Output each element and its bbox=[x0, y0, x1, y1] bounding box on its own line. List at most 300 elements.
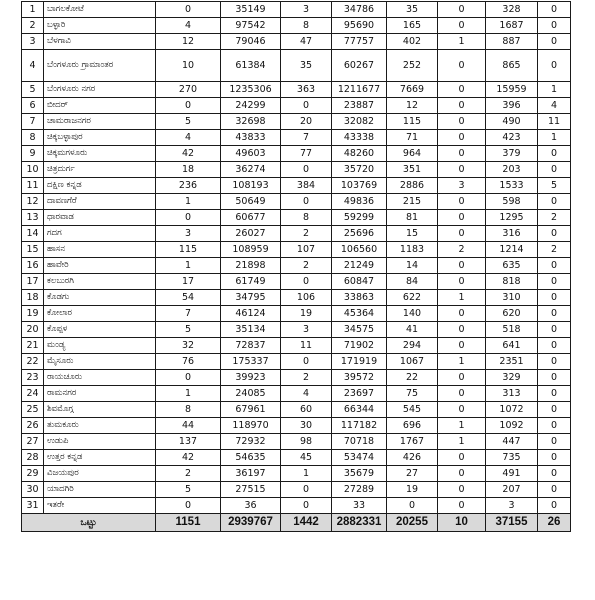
value-cell-c8: 0 bbox=[538, 322, 571, 338]
value-cell-c6: 0 bbox=[438, 338, 486, 354]
value-cell-c7: 1214 bbox=[486, 242, 538, 258]
value-cell-c1: 236 bbox=[156, 178, 221, 194]
district-name-cell: ಬೆಂಗಳೂರು ನಗರ bbox=[44, 82, 156, 98]
table-row bbox=[22, 402, 571, 418]
table-row bbox=[22, 146, 571, 162]
value-cell-c1: 8 bbox=[156, 402, 221, 418]
value-cell-c1: 1 bbox=[156, 258, 221, 274]
value-cell-c5: 19 bbox=[387, 482, 438, 498]
value-cell-c2: 97542 bbox=[221, 18, 281, 34]
value-cell-c7: 203 bbox=[486, 162, 538, 178]
value-cell-c1: 4 bbox=[156, 130, 221, 146]
value-cell-c4: 103769 bbox=[332, 178, 387, 194]
value-cell-c3: 30 bbox=[281, 418, 332, 434]
value-cell-c2: 26027 bbox=[221, 226, 281, 242]
value-cell-c6: 0 bbox=[438, 322, 486, 338]
district-name-cell: ಬೆಳಗಾವಿ bbox=[44, 34, 156, 50]
value-cell-c2: 39923 bbox=[221, 370, 281, 386]
value-cell-c2: 72837 bbox=[221, 338, 281, 354]
value-cell-c2: 21898 bbox=[221, 258, 281, 274]
table-row bbox=[22, 322, 571, 338]
table-row bbox=[22, 306, 571, 322]
table-row bbox=[22, 130, 571, 146]
value-cell-c1: 137 bbox=[156, 434, 221, 450]
value-cell-c7: 887 bbox=[486, 34, 538, 50]
value-cell-c7: 1687 bbox=[486, 18, 538, 34]
value-cell-c7: 1295 bbox=[486, 210, 538, 226]
district-name-cell: ಉತ್ತರ ಕನ್ನಡ bbox=[44, 450, 156, 466]
serial-number-cell: 17 bbox=[22, 274, 44, 290]
value-cell-c3: 1 bbox=[281, 466, 332, 482]
value-cell-c1: 54 bbox=[156, 290, 221, 306]
value-cell-c1: 5 bbox=[156, 482, 221, 498]
district-name-cell: ಹಾವೇರಿ bbox=[44, 258, 156, 274]
district-name-cell: ಶಿವಮೊಗ್ಗ bbox=[44, 402, 156, 418]
value-cell-c2: 34795 bbox=[221, 290, 281, 306]
table-row bbox=[22, 34, 571, 50]
table-row bbox=[22, 50, 571, 82]
value-cell-c5: 1067 bbox=[387, 354, 438, 370]
value-cell-c5: 545 bbox=[387, 402, 438, 418]
district-name-cell: ಹಾಸನ bbox=[44, 242, 156, 258]
value-cell-c6: 0 bbox=[438, 210, 486, 226]
district-name-cell: ಉಡುಪಿ bbox=[44, 434, 156, 450]
value-cell-c7: 329 bbox=[486, 370, 538, 386]
value-cell-c4: 35679 bbox=[332, 466, 387, 482]
value-cell-c8: 0 bbox=[538, 50, 571, 82]
value-cell-c2: 61749 bbox=[221, 274, 281, 290]
value-cell-c8: 11 bbox=[538, 114, 571, 130]
value-cell-c4: 49836 bbox=[332, 194, 387, 210]
total-col-5: 20255 bbox=[387, 514, 438, 532]
value-cell-c8: 0 bbox=[538, 450, 571, 466]
value-cell-c1: 10 bbox=[156, 50, 221, 82]
value-cell-c4: 23697 bbox=[332, 386, 387, 402]
value-cell-c2: 35149 bbox=[221, 2, 281, 18]
value-cell-c4: 33863 bbox=[332, 290, 387, 306]
value-cell-c2: 118970 bbox=[221, 418, 281, 434]
value-cell-c2: 50649 bbox=[221, 194, 281, 210]
total-col-7: 37155 bbox=[486, 514, 538, 532]
value-cell-c6: 2 bbox=[438, 242, 486, 258]
value-cell-c6: 1 bbox=[438, 290, 486, 306]
value-cell-c5: 140 bbox=[387, 306, 438, 322]
table-row bbox=[22, 418, 571, 434]
table-row bbox=[22, 354, 571, 370]
value-cell-c6: 0 bbox=[438, 450, 486, 466]
value-cell-c3: 0 bbox=[281, 194, 332, 210]
serial-number-cell: 9 bbox=[22, 146, 44, 162]
value-cell-c1: 0 bbox=[156, 498, 221, 514]
table-row bbox=[22, 290, 571, 306]
serial-number-cell: 1 bbox=[22, 2, 44, 18]
value-cell-c5: 35 bbox=[387, 2, 438, 18]
value-cell-c2: 60677 bbox=[221, 210, 281, 226]
value-cell-c7: 2351 bbox=[486, 354, 538, 370]
value-cell-c4: 45364 bbox=[332, 306, 387, 322]
serial-number-cell: 31 bbox=[22, 498, 44, 514]
serial-number-cell: 7 bbox=[22, 114, 44, 130]
value-cell-c8: 2 bbox=[538, 242, 571, 258]
serial-number-cell: 18 bbox=[22, 290, 44, 306]
value-cell-c3: 47 bbox=[281, 34, 332, 50]
value-cell-c6: 0 bbox=[438, 370, 486, 386]
total-col-1: 1151 bbox=[156, 514, 221, 532]
value-cell-c3: 98 bbox=[281, 434, 332, 450]
value-cell-c1: 12 bbox=[156, 34, 221, 50]
value-cell-c1: 5 bbox=[156, 114, 221, 130]
serial-number-cell: 14 bbox=[22, 226, 44, 242]
table-row bbox=[22, 18, 571, 34]
value-cell-c7: 328 bbox=[486, 2, 538, 18]
value-cell-c3: 0 bbox=[281, 274, 332, 290]
value-cell-c4: 34575 bbox=[332, 322, 387, 338]
value-cell-c4: 39572 bbox=[332, 370, 387, 386]
value-cell-c4: 59299 bbox=[332, 210, 387, 226]
total-col-4: 2882331 bbox=[332, 514, 387, 532]
serial-number-cell: 26 bbox=[22, 418, 44, 434]
value-cell-c3: 0 bbox=[281, 354, 332, 370]
value-cell-c3: 384 bbox=[281, 178, 332, 194]
value-cell-c4: 21249 bbox=[332, 258, 387, 274]
serial-number-cell: 16 bbox=[22, 258, 44, 274]
value-cell-c3: 0 bbox=[281, 482, 332, 498]
value-cell-c3: 11 bbox=[281, 338, 332, 354]
value-cell-c1: 5 bbox=[156, 322, 221, 338]
value-cell-c7: 818 bbox=[486, 274, 538, 290]
serial-number-cell: 29 bbox=[22, 466, 44, 482]
value-cell-c6: 0 bbox=[438, 82, 486, 98]
serial-number-cell: 13 bbox=[22, 210, 44, 226]
table-row bbox=[22, 450, 571, 466]
district-name-cell: ಕೊಡಗು bbox=[44, 290, 156, 306]
serial-number-cell: 22 bbox=[22, 354, 44, 370]
value-cell-c3: 0 bbox=[281, 162, 332, 178]
district-name-cell: ಚಿತ್ರದುರ್ಗ bbox=[44, 162, 156, 178]
value-cell-c4: 23887 bbox=[332, 98, 387, 114]
value-cell-c2: 1235306 bbox=[221, 82, 281, 98]
value-cell-c5: 622 bbox=[387, 290, 438, 306]
value-cell-c8: 0 bbox=[538, 402, 571, 418]
value-cell-c2: 108959 bbox=[221, 242, 281, 258]
value-cell-c1: 0 bbox=[156, 2, 221, 18]
value-cell-c3: 60 bbox=[281, 402, 332, 418]
table-row bbox=[22, 226, 571, 242]
table-row bbox=[22, 242, 571, 258]
value-cell-c3: 2 bbox=[281, 258, 332, 274]
value-cell-c3: 77 bbox=[281, 146, 332, 162]
value-cell-c5: 1767 bbox=[387, 434, 438, 450]
district-name-cell: ಬೀದರ್ bbox=[44, 98, 156, 114]
value-cell-c8: 0 bbox=[538, 338, 571, 354]
serial-number-cell: 21 bbox=[22, 338, 44, 354]
district-name-cell: ಯಾದಗಿರಿ bbox=[44, 482, 156, 498]
serial-number-cell: 23 bbox=[22, 370, 44, 386]
value-cell-c5: 12 bbox=[387, 98, 438, 114]
value-cell-c7: 865 bbox=[486, 50, 538, 82]
value-cell-c5: 115 bbox=[387, 114, 438, 130]
value-cell-c4: 48260 bbox=[332, 146, 387, 162]
district-name-cell: ಚಾಮರಾಜನಗರ bbox=[44, 114, 156, 130]
table-body bbox=[22, 2, 571, 514]
value-cell-c8: 0 bbox=[538, 274, 571, 290]
value-cell-c3: 0 bbox=[281, 498, 332, 514]
value-cell-c1: 0 bbox=[156, 370, 221, 386]
value-cell-c1: 7 bbox=[156, 306, 221, 322]
table-row bbox=[22, 338, 571, 354]
value-cell-c8: 0 bbox=[538, 434, 571, 450]
district-name-cell: ಕೊಪ್ಪಳ bbox=[44, 322, 156, 338]
value-cell-c3: 20 bbox=[281, 114, 332, 130]
value-cell-c2: 61384 bbox=[221, 50, 281, 82]
value-cell-c6: 0 bbox=[438, 258, 486, 274]
value-cell-c3: 8 bbox=[281, 18, 332, 34]
value-cell-c3: 8 bbox=[281, 210, 332, 226]
value-cell-c7: 1092 bbox=[486, 418, 538, 434]
value-cell-c5: 2886 bbox=[387, 178, 438, 194]
value-cell-c3: 3 bbox=[281, 322, 332, 338]
value-cell-c1: 17 bbox=[156, 274, 221, 290]
value-cell-c5: 964 bbox=[387, 146, 438, 162]
value-cell-c4: 117182 bbox=[332, 418, 387, 434]
value-cell-c3: 35 bbox=[281, 50, 332, 82]
value-cell-c8: 0 bbox=[538, 370, 571, 386]
district-name-cell: ಬಾಗಲಕೋಟೆ bbox=[44, 2, 156, 18]
value-cell-c5: 0 bbox=[387, 498, 438, 514]
serial-number-cell: 6 bbox=[22, 98, 44, 114]
value-cell-c8: 0 bbox=[538, 482, 571, 498]
value-cell-c7: 423 bbox=[486, 130, 538, 146]
table-row bbox=[22, 210, 571, 226]
value-cell-c6: 0 bbox=[438, 386, 486, 402]
value-cell-c6: 0 bbox=[438, 226, 486, 242]
value-cell-c4: 66344 bbox=[332, 402, 387, 418]
value-cell-c2: 46124 bbox=[221, 306, 281, 322]
value-cell-c4: 43338 bbox=[332, 130, 387, 146]
value-cell-c4: 35720 bbox=[332, 162, 387, 178]
value-cell-c1: 76 bbox=[156, 354, 221, 370]
value-cell-c7: 1533 bbox=[486, 178, 538, 194]
value-cell-c2: 35134 bbox=[221, 322, 281, 338]
serial-number-cell: 5 bbox=[22, 82, 44, 98]
serial-number-cell: 10 bbox=[22, 162, 44, 178]
value-cell-c5: 15 bbox=[387, 226, 438, 242]
value-cell-c7: 1072 bbox=[486, 402, 538, 418]
district-name-cell: ರಾಮನಗರ bbox=[44, 386, 156, 402]
value-cell-c5: 696 bbox=[387, 418, 438, 434]
serial-number-cell: 30 bbox=[22, 482, 44, 498]
value-cell-c7: 310 bbox=[486, 290, 538, 306]
value-cell-c3: 107 bbox=[281, 242, 332, 258]
value-cell-c1: 18 bbox=[156, 162, 221, 178]
value-cell-c6: 0 bbox=[438, 2, 486, 18]
value-cell-c8: 0 bbox=[538, 306, 571, 322]
table-row bbox=[22, 482, 571, 498]
value-cell-c3: 45 bbox=[281, 450, 332, 466]
table-row bbox=[22, 98, 571, 114]
value-cell-c4: 95690 bbox=[332, 18, 387, 34]
value-cell-c5: 252 bbox=[387, 50, 438, 82]
value-cell-c8: 0 bbox=[538, 194, 571, 210]
value-cell-c8: 0 bbox=[538, 354, 571, 370]
district-name-cell: ದಕ್ಷಿಣ ಕನ್ನಡ bbox=[44, 178, 156, 194]
district-name-cell: ತುಮಕೂರು bbox=[44, 418, 156, 434]
value-cell-c1: 42 bbox=[156, 450, 221, 466]
district-name-cell: ಬಳ್ಳಾರಿ bbox=[44, 18, 156, 34]
serial-number-cell: 3 bbox=[22, 34, 44, 50]
district-name-cell: ದಾವಣಗೆರೆ bbox=[44, 194, 156, 210]
value-cell-c7: 518 bbox=[486, 322, 538, 338]
value-cell-c3: 7 bbox=[281, 130, 332, 146]
value-cell-c4: 60267 bbox=[332, 50, 387, 82]
serial-number-cell: 11 bbox=[22, 178, 44, 194]
serial-number-cell: 27 bbox=[22, 434, 44, 450]
value-cell-c2: 79046 bbox=[221, 34, 281, 50]
value-cell-c5: 14 bbox=[387, 258, 438, 274]
value-cell-c5: 41 bbox=[387, 322, 438, 338]
value-cell-c7: 207 bbox=[486, 482, 538, 498]
value-cell-c6: 3 bbox=[438, 178, 486, 194]
district-name-cell: ಚಿಕ್ಕಬಳ್ಳಾಪುರ bbox=[44, 130, 156, 146]
value-cell-c4: 77757 bbox=[332, 34, 387, 50]
value-cell-c3: 0 bbox=[281, 98, 332, 114]
value-cell-c6: 1 bbox=[438, 34, 486, 50]
value-cell-c5: 426 bbox=[387, 450, 438, 466]
value-cell-c2: 36274 bbox=[221, 162, 281, 178]
value-cell-c6: 0 bbox=[438, 402, 486, 418]
district-name-cell: ಇತರೇ bbox=[44, 498, 156, 514]
district-name-cell: ಗದಗ bbox=[44, 226, 156, 242]
value-cell-c6: 0 bbox=[438, 194, 486, 210]
value-cell-c7: 313 bbox=[486, 386, 538, 402]
value-cell-c6: 0 bbox=[438, 114, 486, 130]
table-row bbox=[22, 114, 571, 130]
total-row bbox=[22, 514, 571, 532]
total-col-3: 1442 bbox=[281, 514, 332, 532]
table-row bbox=[22, 162, 571, 178]
district-name-cell: ಕಲಬುರಗಿ bbox=[44, 274, 156, 290]
serial-number-cell: 4 bbox=[22, 50, 44, 82]
value-cell-c7: 620 bbox=[486, 306, 538, 322]
total-col-8: 26 bbox=[538, 514, 571, 532]
value-cell-c5: 215 bbox=[387, 194, 438, 210]
serial-number-cell: 20 bbox=[22, 322, 44, 338]
value-cell-c2: 32698 bbox=[221, 114, 281, 130]
value-cell-c1: 270 bbox=[156, 82, 221, 98]
value-cell-c8: 0 bbox=[538, 162, 571, 178]
district-name-cell: ಬೆಂಗಳೂರು ಗ್ರಾಮಾಂತರ bbox=[44, 50, 156, 82]
value-cell-c6: 0 bbox=[438, 130, 486, 146]
value-cell-c2: 54635 bbox=[221, 450, 281, 466]
value-cell-c8: 0 bbox=[538, 18, 571, 34]
value-cell-c3: 363 bbox=[281, 82, 332, 98]
value-cell-c4: 1211677 bbox=[332, 82, 387, 98]
value-cell-c2: 67961 bbox=[221, 402, 281, 418]
district-name-cell: ವಿಜಯಪುರ bbox=[44, 466, 156, 482]
district-name-cell: ಚಿಕ್ಕಮಗಳೂರು bbox=[44, 146, 156, 162]
value-cell-c3: 2 bbox=[281, 370, 332, 386]
value-cell-c1: 115 bbox=[156, 242, 221, 258]
value-cell-c2: 36 bbox=[221, 498, 281, 514]
value-cell-c5: 402 bbox=[387, 34, 438, 50]
table-row bbox=[22, 258, 571, 274]
value-cell-c4: 27289 bbox=[332, 482, 387, 498]
value-cell-c2: 24299 bbox=[221, 98, 281, 114]
value-cell-c6: 0 bbox=[438, 98, 486, 114]
table-footer bbox=[22, 514, 571, 532]
value-cell-c8: 1 bbox=[538, 130, 571, 146]
value-cell-c3: 2 bbox=[281, 226, 332, 242]
value-cell-c4: 171919 bbox=[332, 354, 387, 370]
value-cell-c2: 36197 bbox=[221, 466, 281, 482]
table-row bbox=[22, 466, 571, 482]
value-cell-c3: 4 bbox=[281, 386, 332, 402]
value-cell-c5: 7669 bbox=[387, 82, 438, 98]
value-cell-c6: 0 bbox=[438, 482, 486, 498]
value-cell-c8: 0 bbox=[538, 498, 571, 514]
value-cell-c8: 1 bbox=[538, 82, 571, 98]
district-name-cell: ಮೈಸೂರು bbox=[44, 354, 156, 370]
value-cell-c3: 19 bbox=[281, 306, 332, 322]
table-row bbox=[22, 178, 571, 194]
value-cell-c4: 34786 bbox=[332, 2, 387, 18]
value-cell-c5: 81 bbox=[387, 210, 438, 226]
value-cell-c6: 1 bbox=[438, 354, 486, 370]
value-cell-c7: 641 bbox=[486, 338, 538, 354]
value-cell-c8: 0 bbox=[538, 290, 571, 306]
value-cell-c5: 294 bbox=[387, 338, 438, 354]
value-cell-c7: 735 bbox=[486, 450, 538, 466]
table-row bbox=[22, 274, 571, 290]
district-name-cell: ಕೋಲಾರ bbox=[44, 306, 156, 322]
value-cell-c2: 49603 bbox=[221, 146, 281, 162]
value-cell-c7: 490 bbox=[486, 114, 538, 130]
value-cell-c1: 0 bbox=[156, 98, 221, 114]
value-cell-c5: 27 bbox=[387, 466, 438, 482]
value-cell-c1: 3 bbox=[156, 226, 221, 242]
serial-number-cell: 24 bbox=[22, 386, 44, 402]
serial-number-cell: 8 bbox=[22, 130, 44, 146]
value-cell-c2: 175337 bbox=[221, 354, 281, 370]
district-name-cell: ರಾಯಚೂರು bbox=[44, 370, 156, 386]
value-cell-c7: 15959 bbox=[486, 82, 538, 98]
value-cell-c6: 0 bbox=[438, 274, 486, 290]
value-cell-c5: 71 bbox=[387, 130, 438, 146]
value-cell-c4: 70718 bbox=[332, 434, 387, 450]
value-cell-c1: 4 bbox=[156, 18, 221, 34]
value-cell-c2: 72932 bbox=[221, 434, 281, 450]
value-cell-c1: 1 bbox=[156, 386, 221, 402]
value-cell-c4: 106560 bbox=[332, 242, 387, 258]
value-cell-c7: 491 bbox=[486, 466, 538, 482]
value-cell-c2: 108193 bbox=[221, 178, 281, 194]
value-cell-c6: 1 bbox=[438, 418, 486, 434]
value-cell-c3: 3 bbox=[281, 2, 332, 18]
value-cell-c8: 0 bbox=[538, 34, 571, 50]
value-cell-c1: 0 bbox=[156, 210, 221, 226]
value-cell-c6: 0 bbox=[438, 306, 486, 322]
value-cell-c1: 32 bbox=[156, 338, 221, 354]
value-cell-c2: 27515 bbox=[221, 482, 281, 498]
value-cell-c4: 32082 bbox=[332, 114, 387, 130]
value-cell-c1: 42 bbox=[156, 146, 221, 162]
value-cell-c6: 0 bbox=[438, 498, 486, 514]
value-cell-c8: 0 bbox=[538, 146, 571, 162]
value-cell-c7: 379 bbox=[486, 146, 538, 162]
value-cell-c6: 0 bbox=[438, 146, 486, 162]
total-label: ಒಟ್ಟು bbox=[22, 514, 156, 532]
value-cell-c8: 0 bbox=[538, 258, 571, 274]
